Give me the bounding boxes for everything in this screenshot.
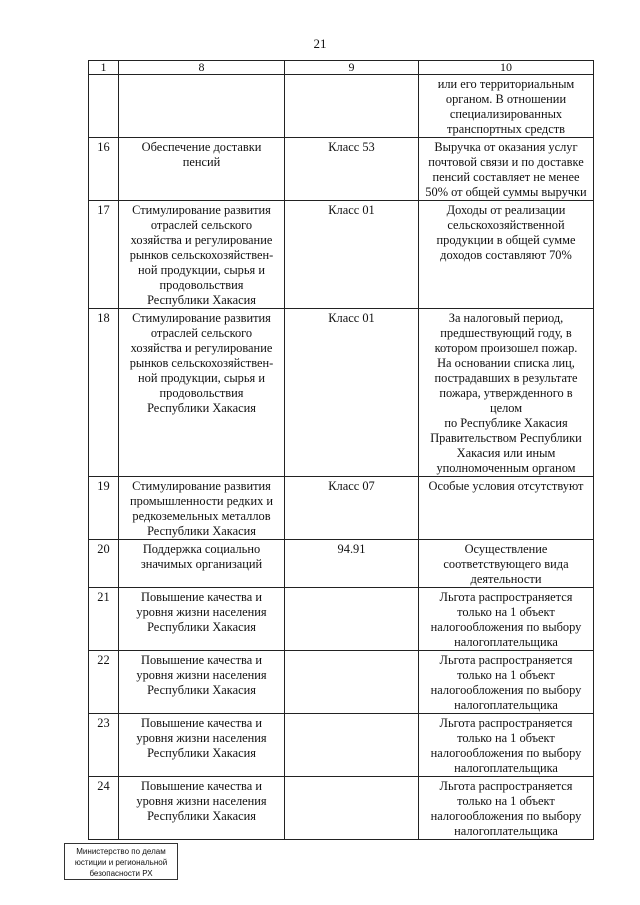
header-col-1: 1: [89, 61, 119, 75]
table-row: [89, 777, 594, 840]
benefit-purpose: Повышение качества и уровня жизни населения Республики Хакасия: [119, 714, 285, 777]
table-row: [89, 714, 594, 777]
benefit-class: 94.91: [285, 540, 419, 588]
benefit-purpose: Повышение качества и уровня жизни населения Республики Хакасия: [119, 777, 285, 840]
benefit-class: Класс 53: [285, 138, 419, 201]
stamp-line: безопасности РХ: [89, 869, 153, 878]
row-number: 18: [89, 309, 119, 477]
page-number: 21: [313, 36, 327, 51]
table-row: [89, 75, 594, 138]
benefit-condition: Льгота распространяется только на 1 объект налогообложения по выбору налогоплательщика: [419, 651, 594, 714]
benefit-class: Класс 01: [285, 309, 419, 477]
benefit-condition: Особые условия отсутствуют: [419, 477, 594, 540]
table-row: [89, 138, 594, 201]
row-number: 17: [89, 201, 119, 309]
header-col-9: 9: [285, 61, 419, 75]
benefit-purpose: Стимулирование развития отраслей сельского хозяйства и регулирование рынков сельскохозяйствен- ной продукции, сырья и продовольствия Республики Хакасия: [119, 201, 285, 309]
benefit-class: [285, 651, 419, 714]
benefit-purpose: Поддержка социально значимых организаций: [119, 540, 285, 588]
ministry-stamp: [64, 843, 178, 880]
table-header-row: [89, 61, 594, 75]
stamp-line: юстиции и региональной: [74, 858, 168, 867]
row-number: 21: [89, 588, 119, 651]
row-number: 20: [89, 540, 119, 588]
row-number: 16: [89, 138, 119, 201]
benefit-condition: За налоговый период, предшествующий году, в котором произошел пожар. На основании списка лиц, пострадавших в результате пожара, утвержденного в целом по Республике Хакасия Правительством Республики Хакасия или иным уполномоченным органом: [419, 309, 594, 477]
benefit-purpose: Повышение качества и уровня жизни населения Республики Хакасия: [119, 651, 285, 714]
benefit-class: [285, 588, 419, 651]
header-col-10: 10: [419, 61, 594, 75]
benefit-class: [285, 75, 419, 138]
benefit-class: Класс 01: [285, 201, 419, 309]
row-number: 24: [89, 777, 119, 840]
benefit-condition: Льгота распространяется только на 1 объект налогообложения по выбору налогоплательщика: [419, 777, 594, 840]
benefit-condition: Выручка от оказания услуг почтовой связи и по доставке пенсий составляет не менее 50% от общей суммы выручки: [419, 138, 594, 201]
table-row: [89, 201, 594, 309]
benefit-class: [285, 777, 419, 840]
benefit-purpose: Повышение качества и уровня жизни населения Республики Хакасия: [119, 588, 285, 651]
benefit-condition: Доходы от реализации сельскохозяйственной продукции в общей сумме доходов составляют 70%: [419, 201, 594, 309]
table-row: [89, 588, 594, 651]
benefit-condition: Осуществление соответствующего вида деятельности: [419, 540, 594, 588]
benefit-condition: Льгота распространяется только на 1 объект налогообложения по выбору налогоплательщика: [419, 588, 594, 651]
table-row: [89, 477, 594, 540]
table-row: [89, 309, 594, 477]
benefit-purpose: Стимулирование развития отраслей сельского хозяйства и регулирование рынков сельскохозяйствен- ной продукции, сырья и продовольствия Республики Хакасия: [119, 309, 285, 477]
benefit-condition: Льгота распространяется только на 1 объект налогообложения по выбору налогоплательщика: [419, 714, 594, 777]
benefit-purpose: Стимулирование развития промышленности редких и редкоземельных металлов Республики Хакасия: [119, 477, 285, 540]
benefit-purpose: Обеспечение доставки пенсий: [119, 138, 285, 201]
table-row: [89, 540, 594, 588]
row-number: 23: [89, 714, 119, 777]
benefit-class: Класс 07: [285, 477, 419, 540]
stamp-line: Министерство по делам: [76, 847, 166, 856]
row-number: [89, 75, 119, 138]
benefit-purpose: [119, 75, 285, 138]
header-col-8: 8: [119, 61, 285, 75]
row-number: 19: [89, 477, 119, 540]
table-row: [89, 651, 594, 714]
row-number: 22: [89, 651, 119, 714]
benefit-class: [285, 714, 419, 777]
benefits-table: [88, 60, 594, 840]
benefit-condition: или его территориальным органом. В отношении специализированных транспортных средств: [419, 75, 594, 138]
